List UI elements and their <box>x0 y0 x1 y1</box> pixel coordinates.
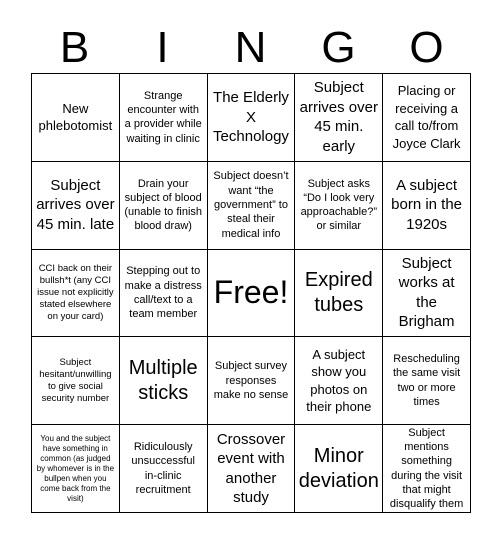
cell-text: You and the subject have something in common (as judged by whomever is in the bullpen when you come back from the visit) <box>36 433 115 503</box>
cell-text: New phlebotomist <box>38 100 113 134</box>
bingo-cell[interactable] <box>295 425 383 513</box>
cell-text: Placing or receiving a call to/from Joyce Clark <box>392 83 461 151</box>
bingo-cell[interactable] <box>32 250 120 338</box>
cell-text: CCI back on their bullsh*t (any CCI issue not explicitly stated elsewhere on your card) <box>37 263 114 322</box>
bingo-cell[interactable] <box>208 337 296 425</box>
cell-text: Subject arrives over 45 min. late <box>36 176 115 233</box>
cell-text: The Elderly X Technology <box>213 89 289 146</box>
cell-text: Subject survey responses make no sense <box>213 360 289 401</box>
bingo-board <box>31 73 471 513</box>
bingo-cell-free[interactable] <box>208 250 296 338</box>
bingo-cell[interactable] <box>32 74 120 162</box>
header-letter-b: B <box>59 23 91 72</box>
cell-text: A subject show you photos on their phone <box>306 346 372 415</box>
header-letter-n: N <box>234 23 268 72</box>
bingo-cell[interactable] <box>383 337 471 425</box>
bingo-cell[interactable] <box>383 162 471 250</box>
cell-text: Crossover event with another study <box>216 430 286 507</box>
bingo-cell[interactable] <box>383 250 471 338</box>
bingo-cell[interactable] <box>120 250 208 338</box>
cell-text: A subject born in the 1920s <box>391 176 463 233</box>
bingo-cell[interactable] <box>120 162 208 250</box>
cell-text: Subject works at the Brigham <box>398 254 455 331</box>
header-letter-g: G <box>321 23 357 72</box>
bingo-cell[interactable] <box>295 162 383 250</box>
bingo-header <box>31 24 471 72</box>
cell-text: Strange encounter with a provider while waiting in clinic <box>124 89 202 145</box>
bingo-cell[interactable] <box>32 162 120 250</box>
bingo-cell[interactable] <box>383 74 471 162</box>
bingo-cell[interactable] <box>120 425 208 513</box>
bingo-cell[interactable] <box>208 162 296 250</box>
bingo-cell[interactable] <box>120 337 208 425</box>
cell-text: Minor deviation <box>298 444 379 492</box>
bingo-cell[interactable] <box>295 337 383 425</box>
header-letter-o: O <box>409 23 445 72</box>
cell-text: Expired tubes <box>304 268 373 316</box>
cell-text: Subject asks “Do I look very approachable?” or similar <box>300 177 378 233</box>
cell-text: Free! <box>213 274 289 311</box>
header-letter-i: I <box>156 23 170 72</box>
cell-text: Ridiculously unsuccessful in-clinic recruitment <box>131 441 195 496</box>
cell-text: Subject arrives over 45 min. early <box>299 79 378 155</box>
bingo-cell[interactable] <box>32 425 120 513</box>
cell-text: Rescheduling the same visit two or more times <box>392 353 461 409</box>
bingo-cell[interactable] <box>208 74 296 162</box>
cell-text: Multiple sticks <box>128 356 198 404</box>
cell-text: Stepping out to make a distress call/text to a team member <box>124 265 202 321</box>
bingo-cell[interactable] <box>32 337 120 425</box>
bingo-cell[interactable] <box>295 74 383 162</box>
cell-text: Subject mentions something during the visit that might disqualify them <box>389 426 464 511</box>
cell-text: Drain your subject of blood (unable to finish blood draw) <box>124 177 203 233</box>
bingo-cell[interactable] <box>295 250 383 338</box>
bingo-cell[interactable] <box>383 425 471 513</box>
cell-text: Subject hesitant/unwilling to give social security number <box>39 357 112 404</box>
bingo-cell[interactable] <box>120 74 208 162</box>
bingo-cell[interactable] <box>208 425 296 513</box>
cell-text: Subject doesn’t want “the government” to steal their medical info <box>213 170 289 240</box>
